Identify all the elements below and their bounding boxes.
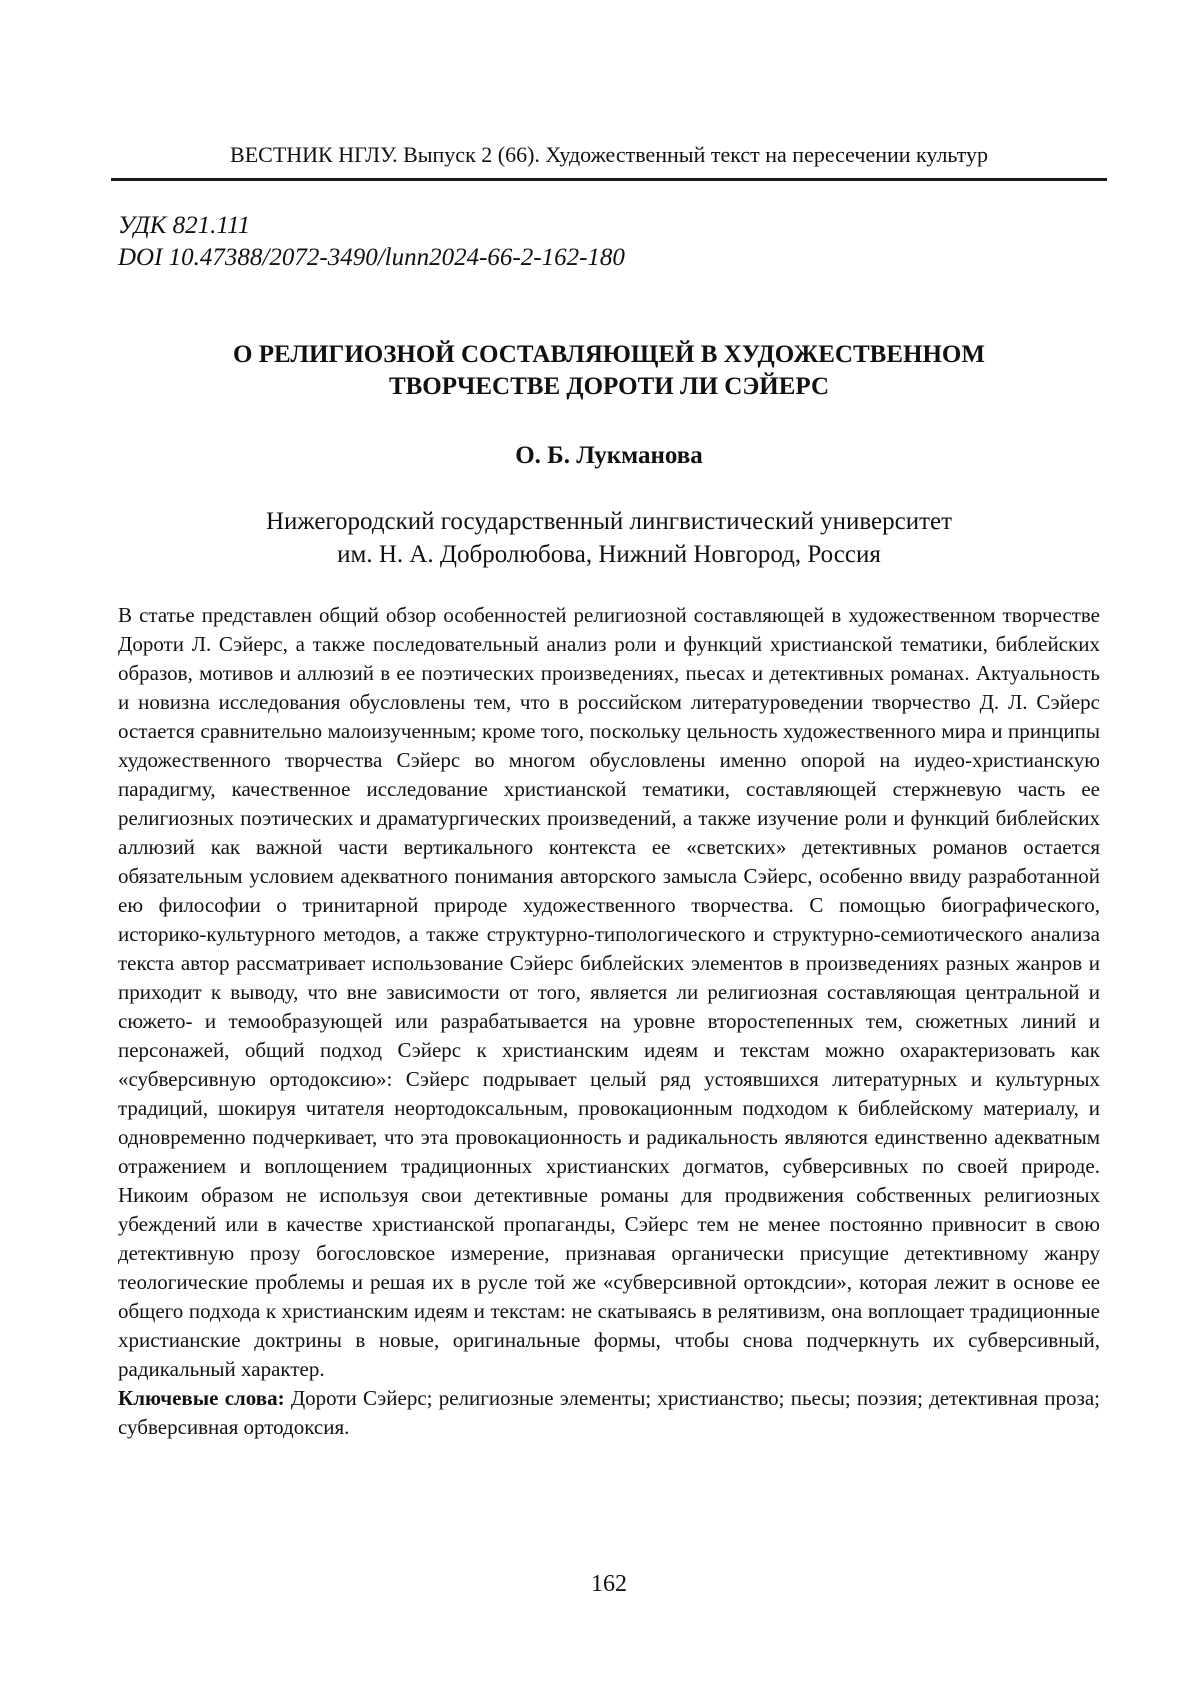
abstract-block [118, 601, 1100, 1442]
keywords-list: Дороти Сэйерс; религиозные элементы; христианство; пьесы; поэзия; детективная проза; субверсивная ортодоксия. [118, 1386, 1100, 1439]
title-line-2: ТВОРЧЕСТВЕ ДОРОТИ ЛИ СЭЙЕРС [388, 373, 830, 400]
article-title [118, 339, 1100, 403]
header-rule [111, 178, 1107, 181]
keywords [118, 1384, 1100, 1442]
title-line-1: О РЕЛИГИОЗНОЙ СОСТАВЛЯЮЩЕЙ В ХУДОЖЕСТВЕННОМ [233, 341, 985, 368]
author-name: О. Б. Лукманова [515, 442, 703, 469]
affiliation-line-2: им. Н. А. Добролюбова, Нижний Новгород, Россия [337, 541, 881, 568]
keywords-label: Ключевые слова: [118, 1386, 285, 1410]
page-number: 162 [591, 1571, 627, 1597]
affiliation [118, 505, 1100, 571]
running-header: ВЕСТНИК НГЛУ. Выпуск 2 (66). Художественный текст на пересечении культур [230, 142, 988, 167]
article-meta [118, 210, 625, 274]
affiliation-line-1: Нижегородский государственный лингвистический университет [265, 508, 953, 535]
abstract-text: В статье представлен общий обзор особенностей религиозной составляющей в художественном творчестве Дороти Л. Сэйерс, а также последовательный анализ роли и функций христианской тематики, библейских образов, мотивов и аллюзий в ее поэтических произведениях, пьесах и детективных романах. Актуальность и новизна исследования обусловлены тем, что в российском литературоведении творчество Д. Л. Сэйерс остается сравнительно малоизученным; кроме того, поскольку цельность художественного мира и принципы художественного творчества Сэйерс во многом обусловлены именно опорой на иудео-христианскую парадигму, качественное исследование христианской тематики, составляющей стержневую часть ее религиозных поэтических и драматургических произведений, а также изучение роли и функций библейских аллюзий как важной части вертикального контекста ее «светских» детективных романов остается обязательным условием адекватного понимания авторского замысла Сэйерс, особенно ввиду разработанной ею философии о тринитарной природе художественного творчества. С помощью биографического, историко-культурного методов, а также структурно-типологического и структурно-семиотического анализа текста автор рассматривает использование Сэйерс библейских элементов в произведениях разных жанров и приходит к выводу, что вне зависимости от того, является ли религиозная составляющая центральной и сюжето- и темообразующей или разрабатывается на уровне второстепенных тем, сюжетных линий и персонажей, общий подход Сэйерс к христианским идеям и текстам можно охарактеризовать как «субверсивную ортодоксию»: Сэйерс подрывает целый ряд устоявшихся литературных и культурных традиций, шокируя читателя неортодоксальным, провокационным подходом к библейскому материалу, и одновременно подчеркивает, что эта провокационность и радикальность являются единственно адекватным отражением и воплощением традиционных христианских догматов, субверсивных по своей природе. Никоим образом не используя свои детективные романы для продвижения собственных религиозных убеждений или в качестве христианской пропаганды, Сэйерс тем не менее постоянно привносит в свою детективную прозу богословское измерение, признавая органически присущие детективному жанру теологические проблемы и решая их в русле той же «субверсивной ортокдсии», которая лежит в основе ее общего подхода к христианским идеям и текстам: не скатываясь в релятивизм, она воплощает традиционные христианские доктрины в новые, оригинальные формы, чтобы снова подчеркнуть их субверсивный, радикальный характер. [118, 603, 1100, 1381]
doi: DOI 10.47388/2072-3490/lunn2024-66-2-162-180 [118, 244, 625, 271]
udc-code: УДК 821.111 [118, 212, 251, 239]
